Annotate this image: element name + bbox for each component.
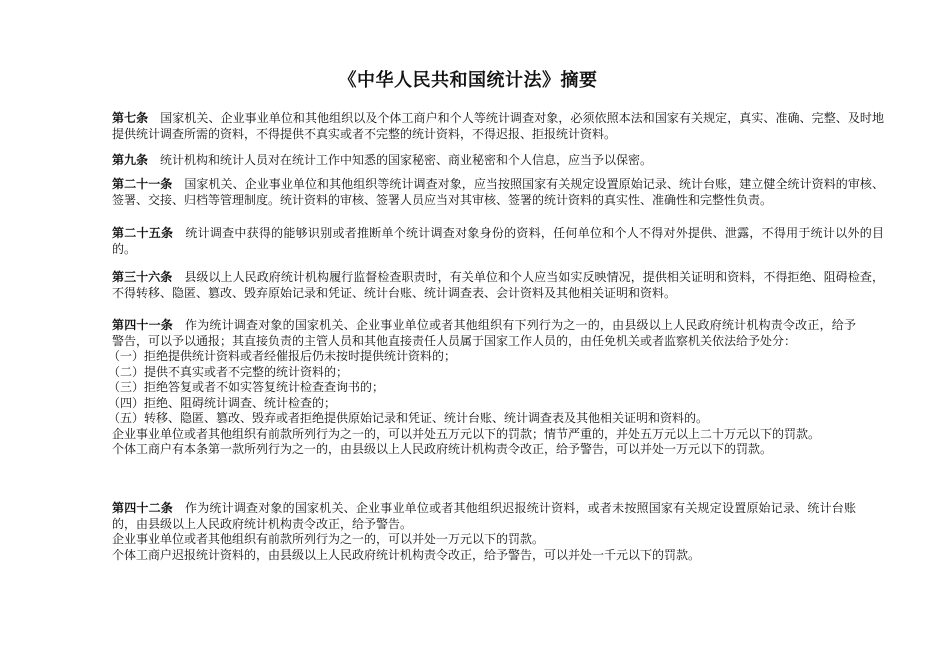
article-text: 国家机关、企业事业单位和其他组织以及个体工商户和个人等统计调查对象，必须依照本法和国家有关规定，真实、准确、完整、及时地提供统计调查所需的资料，不得提供不真实或者不完整的统计资料，不得迟报、拒报统计资料。 bbox=[112, 111, 884, 141]
list-item: （五）转移、隐匿、篡改、毁弃或者拒绝提供原始记录和凭证、统计台账、统计调查表及其他相关证明和资料的。 bbox=[108, 411, 709, 425]
list-item: （四）拒绝、阻碍统计调查、统计检查的； bbox=[108, 395, 337, 410]
article-text: 作为统计调查对象的国家机关、企业事业单位或者其他组织有下列行为之一的，由县级以上人民政府统计机构责令改正，给予警告，可以予以通报；其直接负责的主管人员和其他直接责任人员属于国家工作人员的，由任免机关或者监察机关依法给予处分： bbox=[112, 318, 856, 348]
document-title: 《中华人民共和国统计法》摘要 bbox=[338, 70, 598, 91]
article-21 bbox=[84, 177, 884, 208]
article-label: 第四十二条 bbox=[112, 501, 174, 515]
article-label: 第九条 bbox=[112, 153, 149, 167]
article-text: 统计机构和统计人员对在统计工作中知悉的国家秘密、商业秘密和个人信息，应当予以保密。 bbox=[160, 153, 653, 167]
article-25 bbox=[84, 226, 884, 257]
article-paragraph: 企业事业单位或者其他组织有前款所列行为之一的，可以并处五万元以下的罚款；情节严重的，并处五万元以上二十万元以下的罚款。 bbox=[112, 426, 821, 441]
article-body bbox=[84, 501, 856, 532]
article-label: 第七条 bbox=[112, 111, 149, 125]
list-item: （三）拒绝答复或者不如实答复统计检查查询书的； bbox=[108, 380, 385, 394]
article-paragraph: 个体工商户有本条第一款所列行为之一的，由县级以上人民政府统计机构责令改正，给予警告，可以并处一万元以下的罚款。 bbox=[112, 442, 773, 456]
article-text: 作为统计调查对象的国家机关、企业事业单位或者其他组织迟报统计资料，或者未按照国家有关规定设置原始记录、统计台账的，由县级以上人民政府统计机构责令改正，给予警告。 bbox=[112, 501, 856, 531]
article-7 bbox=[84, 111, 884, 142]
article-label: 第四十一条 bbox=[112, 318, 174, 332]
article-label: 第二十五条 bbox=[112, 226, 174, 240]
article-9 bbox=[84, 153, 884, 169]
article-paragraph: 企业事业单位或者其他组织有前款所列行为之一的，可以并处一万元以下的罚款。 bbox=[112, 532, 545, 546]
article-label: 第三十六条 bbox=[112, 270, 173, 284]
article-label: 第二十一条 bbox=[112, 177, 173, 191]
article-36 bbox=[84, 270, 884, 301]
article-text: 国家机关、企业事业单位和其他组织等统计调查对象，应当按照国家有关规定设置原始记录、统计台账，建立健全统计资料的审核、签署、交接、归档等管理制度。统计资料的审核、签署人员应当对其审核、签署的统计资料的真实性、准确性和完整性负责。 bbox=[112, 177, 884, 207]
article-text: 统计调查中获得的能够识别或者推断单个统计调查对象身份的资料，任何单位和个人不得对外提供、泄露，不得用于统计以外的目的。 bbox=[112, 226, 884, 256]
list-item: （二）提供不真实或者不完整的统计资料的； bbox=[108, 364, 349, 379]
article-42 bbox=[84, 501, 856, 563]
list-item: （一）拒绝提供统计资料或者经催报后仍未按时提供统计资料的； bbox=[108, 349, 457, 363]
article-paragraph: 个体工商户迟报统计资料的，由县级以上人民政府统计机构责令改正，给予警告，可以并处一千元以下的罚款。 bbox=[112, 547, 701, 562]
article-41 bbox=[84, 318, 856, 458]
article-body bbox=[84, 318, 856, 349]
article-text: 县级以上人民政府统计机构履行监督检查职责时，有关单位和个人应当如实反映情况，提供相关证明和资料，不得拒绝、阻碍检查，不得转移、隐匿、篡改、毁弃原始记录和凭证、统计台账、统计调查表、会计资料及其他相关证明和资料。 bbox=[112, 270, 884, 300]
